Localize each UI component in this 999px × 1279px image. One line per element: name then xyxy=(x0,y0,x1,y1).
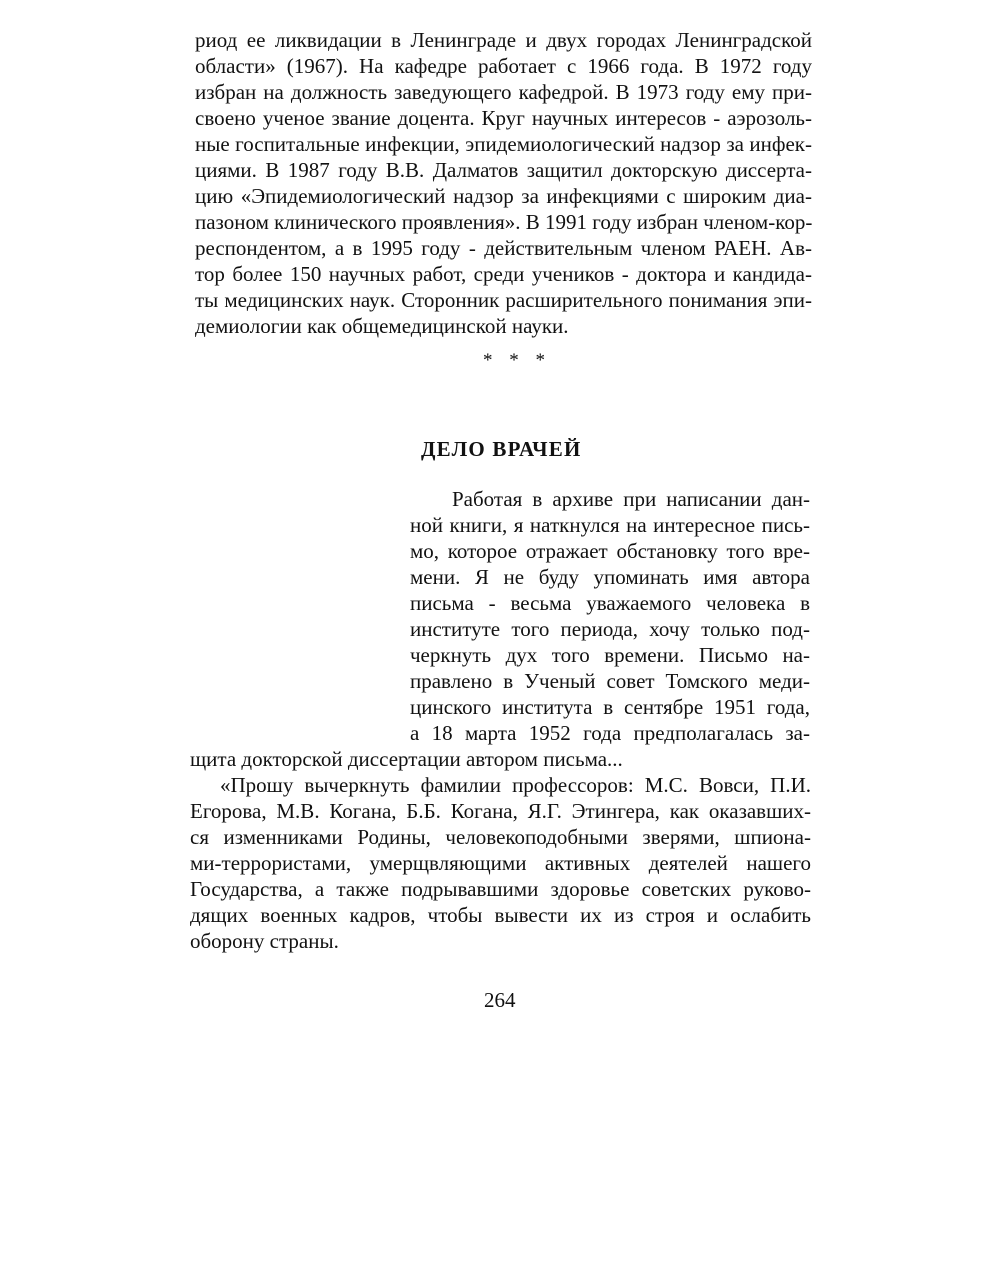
section-title: ДЕЛО ВРАЧЕЙ xyxy=(421,437,582,461)
text-line: ной книги, я наткнулся на интересное пись- xyxy=(410,513,810,537)
text-line: письма - весьма уважаемого человека в xyxy=(410,591,810,615)
text-line: «Прошу вычеркнуть фамилии профессоров: М.С. Вовси, П.И. xyxy=(220,773,811,797)
text-line: институте того периода, хочу только под- xyxy=(410,617,810,641)
text-line: Работая в архиве при написании дан- xyxy=(452,487,810,511)
text-line: дящих военных кадров, чтобы вывести их из строя и ослабить xyxy=(190,903,811,927)
page-number: 264 xyxy=(484,988,516,1012)
text-line: правлено в Ученый совет Томского меди- xyxy=(410,669,810,693)
text-line: ми-террористами, умерщвляющими активных деятелей нашего xyxy=(190,851,811,875)
text-line: области» (1967). На кафедре работает с 1966 года. В 1972 году xyxy=(195,54,812,78)
text-line: щита докторской диссертации автором письма... xyxy=(190,747,623,771)
section-separator: * * * xyxy=(483,350,551,371)
text-line: риод ее ликвидации в Ленинграде и двух городах Ленинградской xyxy=(195,28,812,52)
text-line: ты медицинских наук. Сторонник расширительного понимания эпи- xyxy=(195,288,812,312)
text-line: ся изменниками Родины, человекоподобными зверями, шпиона- xyxy=(190,825,811,849)
text-line: тор более 150 научных работ, среди учеников - доктора и кандида- xyxy=(195,262,812,286)
text-line: мо, которое отражает обстановку того вре- xyxy=(410,539,810,563)
text-line: циями. В 1987 году В.В. Далматов защитил докторскую диссерта- xyxy=(195,158,812,182)
text-line: а 18 марта 1952 года предполагалась за- xyxy=(410,721,810,745)
text-line: цию «Эпидемиологический надзор за инфекциями с широким диа- xyxy=(195,184,812,208)
text-line: своено ученое звание доцента. Круг научных интересов - аэрозоль- xyxy=(195,106,812,130)
text-line: черкнуть дух того времени. Письмо на- xyxy=(410,643,810,667)
text-line: цинского института в сентябре 1951 года, xyxy=(410,695,810,719)
text-line: оборону страны. xyxy=(190,929,339,953)
text-line: Егорова, М.В. Когана, Б.Б. Когана, Я.Г. Этингера, как оказавших- xyxy=(190,799,811,823)
text-line: Государства, а также подрывавшими здоровье советских руково- xyxy=(190,877,811,901)
text-line: мени. Я не буду упоминать имя автора xyxy=(410,565,810,589)
text-line: ные госпитальные инфекции, эпидемиологический надзор за инфек- xyxy=(195,132,812,156)
text-line: пазоном клинического проявления». В 1991 году избран членом-кор- xyxy=(195,210,813,234)
text-line: демиологии как общемедицинской науки. xyxy=(195,314,569,338)
text-line: избран на должность заведующего кафедрой. В 1973 году ему при- xyxy=(195,80,812,104)
text-line: респондентом, а в 1995 году - действительным членом РАЕН. Ав- xyxy=(195,236,812,260)
